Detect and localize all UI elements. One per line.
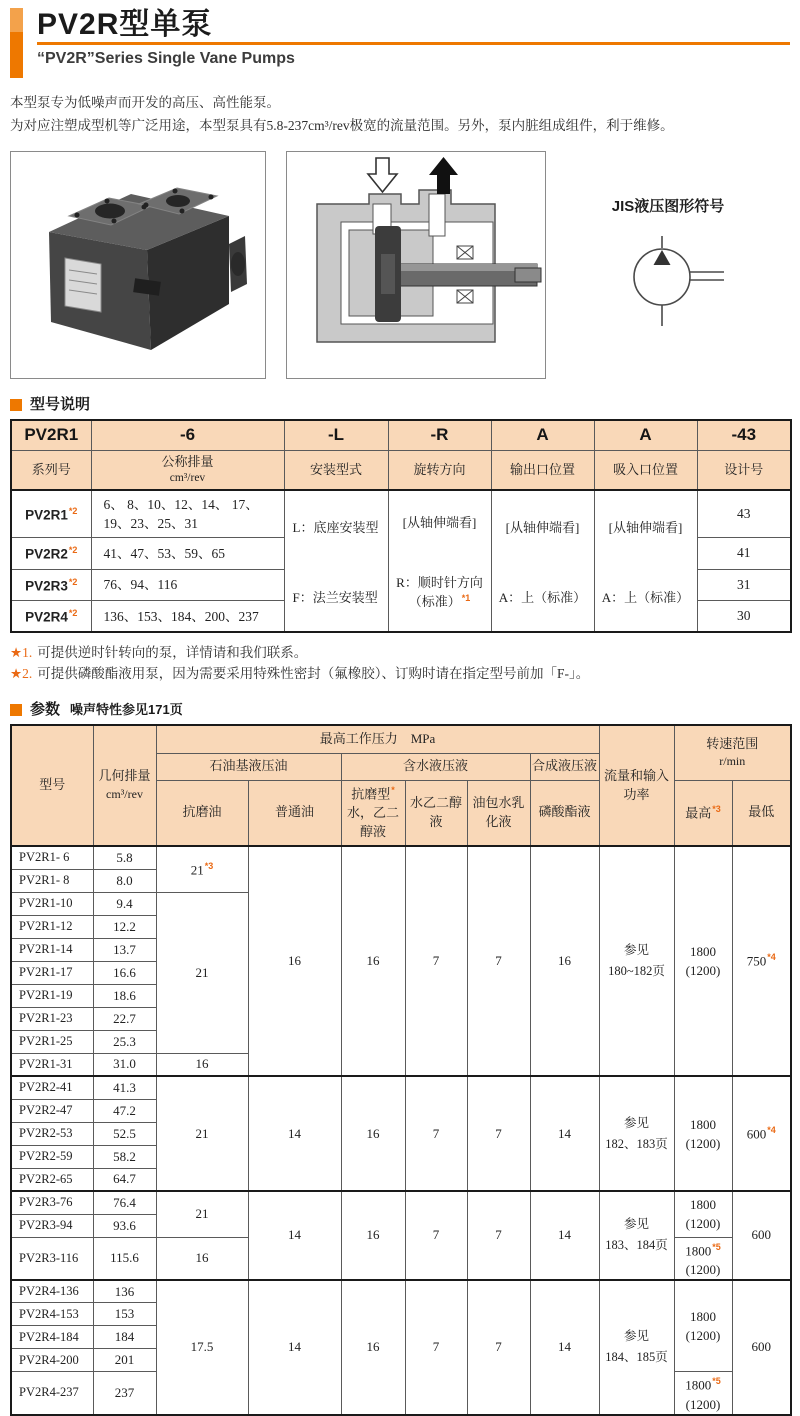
- footnote-ref: *5: [712, 1376, 721, 1387]
- phosphate-cell: 14: [530, 1076, 599, 1191]
- cross-section-illustration: [287, 152, 545, 378]
- model-code-table: [10, 419, 792, 633]
- outlet-view-note: [从轴伸端看]: [505, 519, 580, 535]
- header-speed-range: [674, 725, 791, 780]
- figures-row: [10, 151, 790, 379]
- phosphate-cell: 14: [530, 1191, 599, 1280]
- displacement-cell: 52.5: [93, 1122, 156, 1145]
- footnote-ref: *2: [68, 545, 78, 556]
- design-number-cell: 30: [697, 601, 791, 632]
- model-cell: PV2R2-53: [11, 1122, 93, 1145]
- displacement-cell: 13.7: [93, 938, 156, 961]
- header-antiwear-water-glycol: 抗磨型*水，乙二醇液: [341, 780, 405, 846]
- header-antiwear-oil: 抗磨油: [156, 780, 248, 846]
- header-ordinary-oil: 普通油: [248, 780, 341, 846]
- model-section-title: [10, 397, 790, 413]
- model-cell: PV2R4-237: [11, 1372, 93, 1415]
- code-displacement: -6: [91, 420, 284, 450]
- header-water-glycol: 水乙二醇液: [405, 780, 467, 846]
- mount-foot-type: L：底座安装型: [292, 519, 379, 535]
- antiwear-wg-cell: 16: [341, 1076, 405, 1191]
- displacement-cell: 76、94、116: [91, 569, 284, 600]
- oil-in-water-cell: 7: [467, 1076, 530, 1191]
- displacement-cell: 31.0: [93, 1053, 156, 1076]
- jis-symbol-label: JIS液压图形符号: [611, 198, 725, 215]
- footnotes: [10, 642, 790, 684]
- orange-square-icon: [10, 399, 22, 411]
- parameters-table: [10, 724, 792, 1416]
- model-cell: PV2R4-153: [11, 1303, 93, 1326]
- params-group-pv2r3: [11, 1191, 791, 1280]
- footnote-ref: *1: [461, 592, 471, 603]
- model-code-row: [11, 420, 791, 450]
- footnote-ref: *2: [68, 576, 78, 587]
- inlet-arrow-icon: [368, 158, 397, 192]
- params-section-title: [10, 702, 790, 718]
- code-outlet: A: [491, 420, 594, 450]
- header-geometric-displacement: [93, 725, 156, 846]
- footnote-ref: *4: [767, 952, 776, 963]
- flow-power-cell: 参见 182、183页: [599, 1076, 674, 1191]
- model-cell: PV2R1-25: [11, 1030, 93, 1053]
- code-rotation: -R: [388, 420, 491, 450]
- label-displacement-unit: cm³/rev: [169, 471, 206, 484]
- intro-line-2: 为对应注塑成型机等广泛用途，本型泵具有5.8-237cm³/rev极宽的流量范围。另外，泵内脏组成组件，利于维修。: [10, 118, 674, 133]
- header-main: [37, 8, 790, 78]
- header-geo-unit: cm³/rev: [106, 787, 143, 802]
- model-cell: PV2R1- 6: [11, 846, 93, 869]
- phosphate-cell: 14: [530, 1280, 599, 1415]
- intro-paragraphs: [10, 91, 790, 137]
- antiwear-oil-cell: 17.5: [156, 1280, 248, 1415]
- outlet-arrow-icon: [429, 157, 458, 194]
- rotation-value: [396, 572, 483, 610]
- jis-pump-symbol-icon: [604, 236, 732, 336]
- footnote-ref: *2: [68, 607, 78, 618]
- displacement-cell: 12.2: [93, 915, 156, 938]
- model-cell: PV2R1-23: [11, 1007, 93, 1030]
- displacement-cell: 184: [93, 1326, 156, 1349]
- header-water-based-fluids: 含水液压液: [341, 753, 530, 780]
- model-cell: PV2R4-200: [11, 1349, 93, 1372]
- water-glycol-cell: 7: [405, 1076, 467, 1191]
- header-speed-max: 最高$^{*3}$: [674, 780, 732, 846]
- page-title: PV2R型单泵: [37, 8, 213, 41]
- design-number-cell: 31: [697, 569, 791, 600]
- code-mounting: -L: [284, 420, 388, 450]
- footnote-2-text: 可提供磷酸酯液用泵，因为需要采用特殊性密封（氟橡胶）、订购时请在指定型号前加「F-」。: [37, 666, 590, 681]
- header-petroleum-fluids: 石油基液压油: [156, 753, 341, 780]
- footnote-1-mark: ★1.: [10, 645, 33, 660]
- model-cell: PV2R2-65: [11, 1168, 93, 1191]
- model-cell: PV2R3-94: [11, 1214, 93, 1237]
- ordinary-oil-cell: 16: [248, 846, 341, 1076]
- footnote-ref: *4: [767, 1124, 776, 1135]
- displacement-cell: 41、47、53、59、65: [91, 538, 284, 569]
- displacement-cell: 22.7: [93, 1007, 156, 1030]
- model-cell: PV2R2-41: [11, 1076, 93, 1099]
- page-header: [10, 8, 790, 78]
- cross-section-diagram: [286, 151, 546, 379]
- table-row: [11, 1191, 791, 1214]
- label-design: 设计号: [697, 450, 791, 490]
- displacement-cell: 47.2: [93, 1099, 156, 1122]
- footnote-1: [10, 642, 790, 663]
- footnote-ref: *3: [712, 803, 721, 814]
- label-rotation: 旋转方向: [388, 450, 491, 490]
- table-row: [11, 1076, 791, 1099]
- model-cell: PV2R4-184: [11, 1326, 93, 1349]
- header-flow-power: 流量和输入功率: [599, 725, 674, 846]
- speed-max-cell: 1800 (1200): [674, 1280, 732, 1372]
- model-cell: PV2R1-12: [11, 915, 93, 938]
- antiwear-oil-cell: 21: [156, 1191, 248, 1237]
- header-max-pressure: 最高工作压力 MPa: [156, 725, 599, 753]
- displacement-cell: 8.0: [93, 869, 156, 892]
- water-glycol-cell: 7: [405, 1280, 467, 1415]
- model-cell: PV2R1-31: [11, 1053, 93, 1076]
- footnote-1-text: 可提供逆时针转向的泵，详情请和我们联系。: [37, 645, 308, 660]
- inlet-position: A：上（标准）: [601, 589, 690, 605]
- code-design: -43: [697, 420, 791, 450]
- antiwear-wg-cell: 16: [341, 1280, 405, 1415]
- antiwear-oil-cell: 16: [156, 1053, 248, 1076]
- displacement-cell: 6、 8、10、12、14、 17、19、23、25、31: [91, 490, 284, 538]
- displacement-cell: 16.6: [93, 961, 156, 984]
- label-mounting: 安装型式: [284, 450, 388, 490]
- displacement-cell: 25.3: [93, 1030, 156, 1053]
- code-inlet: A: [594, 420, 697, 450]
- model-cell: PV2R1-19: [11, 984, 93, 1007]
- displacement-cell: 41.3: [93, 1076, 156, 1099]
- rotation-view-note: [从轴伸端看]: [402, 514, 477, 530]
- model-cell: PV2R2-47: [11, 1099, 93, 1122]
- ordinary-oil-cell: 14: [248, 1280, 341, 1415]
- code-series: PV2R1: [11, 420, 91, 450]
- outlet-cell: [491, 490, 594, 632]
- series-cell: PV2R3$^{*2}$: [11, 569, 91, 600]
- orange-square-icon: [10, 704, 22, 716]
- header-synthetic-fluids: 合成液压液: [530, 753, 599, 780]
- rotation-standard: （标准）$^{*1}$: [408, 592, 471, 610]
- displacement-cell: 18.6: [93, 984, 156, 1007]
- model-cell: PV2R1-17: [11, 961, 93, 984]
- displacement-cell: 58.2: [93, 1145, 156, 1168]
- params-section-title-text: 参数: [30, 701, 61, 718]
- antiwear-oil-cell: 21: [156, 1076, 248, 1191]
- label-displacement: [91, 450, 284, 490]
- label-inlet: 吸入口位置: [594, 450, 697, 490]
- rotation-cell: [388, 490, 491, 632]
- model-label-row: [11, 450, 791, 490]
- mounting-cell: [284, 490, 388, 632]
- series-name: PV2R1: [25, 507, 68, 523]
- speed-max-cell: 1800$^{*5}$ (1200): [674, 1372, 732, 1415]
- model-cell: PV2R3-116: [11, 1237, 93, 1280]
- model-cell: PV2R1- 8: [11, 869, 93, 892]
- antiwear-oil-cell: 21: [156, 892, 248, 1053]
- speed-max-cell: 1800 (1200): [674, 846, 732, 1076]
- flow-power-cell: 参见 183、184页: [599, 1191, 674, 1280]
- water-glycol-cell: 7: [405, 846, 467, 1076]
- model-cell: PV2R2-59: [11, 1145, 93, 1168]
- outlet-position: A：上（标准）: [498, 589, 587, 605]
- antiwear-wg-cell: 16: [341, 1191, 405, 1280]
- ordinary-oil-cell: 14: [248, 1076, 341, 1191]
- footnote-2: [10, 663, 790, 684]
- displacement-cell: 9.4: [93, 892, 156, 915]
- model-row-pv2r1: [11, 490, 791, 538]
- footnote-ref: *: [391, 784, 395, 795]
- header-speed-unit: r/min: [719, 754, 746, 769]
- orange-rule: [37, 42, 790, 45]
- params-group-pv2r2: [11, 1076, 791, 1191]
- water-glycol-cell: 7: [405, 1191, 467, 1280]
- displacement-cell: 64.7: [93, 1168, 156, 1191]
- oil-in-water-cell: 7: [467, 1191, 530, 1280]
- model-section-title-text: 型号说明: [30, 396, 91, 413]
- oil-in-water-cell: 7: [467, 1280, 530, 1415]
- inlet-cell: [594, 490, 697, 632]
- pump-photo-illustration: [11, 152, 265, 378]
- rotation-direction: R：顺时针方向: [396, 575, 483, 591]
- speed-max-cell: 1800$^{*5}$ (1200): [674, 1237, 732, 1280]
- flow-power-cell: 参见 180~182页: [599, 846, 674, 1076]
- speed-max-cell: 1800 (1200): [674, 1191, 732, 1237]
- mount-flange-type: F：法兰安装型: [292, 589, 378, 605]
- header-speed-text: 转速范围: [706, 735, 759, 751]
- footnote-ref: *5: [712, 1241, 721, 1252]
- page-subtitle: “PV2R”Series Single Vane Pumps: [37, 50, 295, 67]
- displacement-cell: 76.4: [93, 1191, 156, 1214]
- accent-bar-top: [10, 8, 23, 32]
- label-series: 系列号: [11, 450, 91, 490]
- params-header: [11, 725, 791, 846]
- footnote-ref: *3: [204, 860, 214, 871]
- flow-power-cell: 参见 184、185页: [599, 1280, 674, 1415]
- speed-min-cell: 600$^{*4}$: [732, 1076, 791, 1191]
- inlet-view-note: [从轴伸端看]: [608, 519, 683, 535]
- jis-symbol-block: [546, 151, 790, 379]
- speed-min-cell: 600: [732, 1280, 791, 1415]
- header-speed-min: 最低: [732, 780, 791, 846]
- antiwear-oil-cell: 16: [156, 1237, 248, 1280]
- ordinary-oil-cell: 14: [248, 1191, 341, 1280]
- accent-bar-bottom: [10, 32, 23, 78]
- displacement-cell: 136: [93, 1280, 156, 1303]
- pump-photo: [10, 151, 266, 379]
- series-cell: PV2R4$^{*2}$: [11, 601, 91, 632]
- header-geo-text: 几何排量: [98, 768, 151, 784]
- model-cell: PV2R3-76: [11, 1191, 93, 1214]
- params-group-pv2r4: [11, 1280, 791, 1415]
- antiwear-oil-cell: 21$^{*3}$: [156, 846, 248, 892]
- header-model: 型号: [11, 725, 93, 846]
- oil-in-water-cell: 7: [467, 846, 530, 1076]
- footnote-2-mark: ★2.: [10, 666, 33, 681]
- series-cell: [11, 490, 91, 538]
- displacement-cell: 201: [93, 1349, 156, 1372]
- label-displacement-text: 公称排量: [161, 453, 214, 469]
- table-row: [11, 1280, 791, 1303]
- header-phosphate-ester: 磷酸酯液: [530, 780, 599, 846]
- series-cell: PV2R2$^{*2}$: [11, 538, 91, 569]
- displacement-cell: 237: [93, 1372, 156, 1415]
- footnote-ref: *2: [68, 505, 78, 516]
- displacement-cell: 153: [93, 1303, 156, 1326]
- params-group-pv2r1: [11, 846, 791, 1076]
- model-cell: PV2R1-14: [11, 938, 93, 961]
- label-outlet: 输出口位置: [491, 450, 594, 490]
- antiwear-wg-cell: 16: [341, 846, 405, 1076]
- model-cell: PV2R1-10: [11, 892, 93, 915]
- displacement-cell: 5.8: [93, 846, 156, 869]
- intro-line-1: 本型泵专为低噪声而开发的高压、高性能泵。: [10, 95, 280, 110]
- design-number-cell: 41: [697, 538, 791, 569]
- speed-min-cell: 600: [732, 1191, 791, 1280]
- displacement-cell: 136、153、184、200、237: [91, 601, 284, 632]
- table-row: [11, 846, 791, 869]
- orange-accent-bar: [10, 8, 23, 78]
- design-number-cell: 43: [697, 490, 791, 538]
- params-section-subtitle: 噪声特性参见171页: [70, 702, 183, 717]
- header-oil-in-water: 油包水乳化液: [467, 780, 530, 846]
- speed-max-cell: 1800 (1200): [674, 1076, 732, 1191]
- displacement-cell: 93.6: [93, 1214, 156, 1237]
- phosphate-cell: 16: [530, 846, 599, 1076]
- displacement-cell: 115.6: [93, 1237, 156, 1280]
- speed-min-cell: 750$^{*4}$: [732, 846, 791, 1076]
- model-cell: PV2R4-136: [11, 1280, 93, 1303]
